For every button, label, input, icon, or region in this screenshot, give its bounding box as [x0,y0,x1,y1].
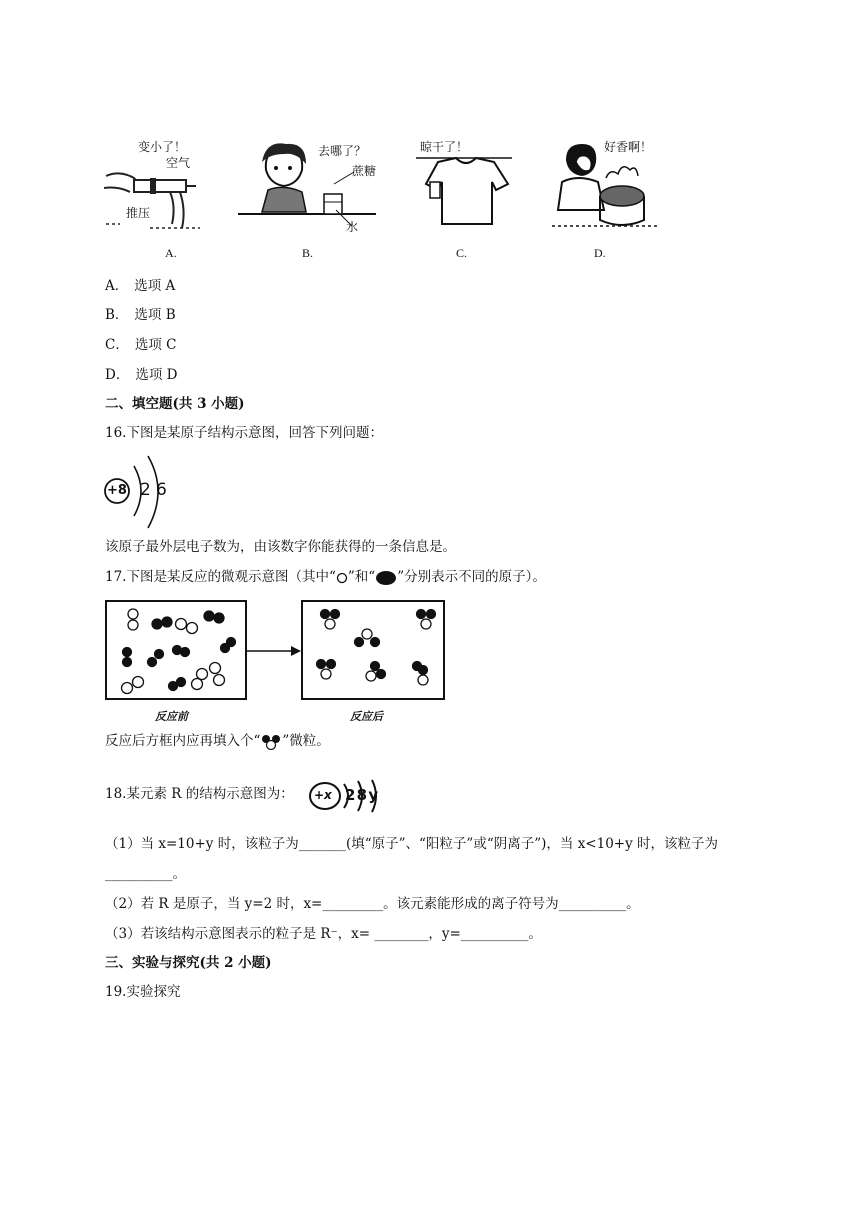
reaction-arrow [245,644,301,658]
q17-stem-text-2: ”和“ [347,569,376,585]
figure-d [548,130,668,260]
q18-part3: （3）若该结构示意图表示的粒子是 R⁻，x= ________，y=__________。 [105,926,542,942]
option-c [105,336,176,354]
figure-a-push-label: 推压 [126,206,151,220]
q19-stem: 19.实验探究 [105,984,181,1000]
figure-a [100,130,220,260]
q18-shells: 2 8 y [345,786,377,804]
figure-c-caption: C. [456,246,468,260]
option-letter: D． [105,367,130,383]
q18-part2: （2）若 R 是原子，当 y=2 时，x=_________。该元素能形成的离子符号为__________。 [105,896,640,912]
option-letter: B． [105,307,129,323]
white-atom-icon [336,572,348,584]
figure-b-sugar-label: 蔗糖 [352,164,377,178]
q17-stem [105,568,546,586]
section-2-heading: 二、填空题(共 3 小题) [105,396,245,412]
syringe-illustration [100,166,220,236]
figure-d-caption: D. [594,246,606,260]
figure-a-exclaim: 变小了！ [138,140,187,154]
q18-part1-line1: （1）当 x=10+y 时，该粒子为_______(填“原子”、“阳粒子”或“阴离子”)，当 x<10+y 时，该粒子为 [105,836,719,852]
option-a [105,277,175,295]
black-atom-icon [375,570,397,586]
section-3-heading: 三、实验与探究(共 2 小题) [105,955,272,971]
q18-part1-line2: __________。 [105,866,186,882]
q17-stem-text-3: ”分别表示不同的原子）。 [397,569,546,585]
reaction-before-box [105,600,247,700]
figure-c-exclaim: 晾干了！ [420,140,469,154]
q16-nucleus-charge: +8 [107,483,127,498]
q16-atom-diagram [104,452,184,536]
q16-stem: 16.下图是某原子结构示意图，回答下列问题： [105,425,383,441]
option-d [105,366,177,384]
before-label: 反应前 [155,710,188,723]
q18-structure-diagram [308,776,390,816]
q18-nucleus-charge: +x [314,788,332,802]
q17-fill-text-1: 反应后方框内应再填入个“ [105,733,261,749]
before-molecules [107,602,245,698]
q16-shell-2: 6 [156,480,167,500]
option-text: 选项 A [134,278,176,294]
q17-fill [105,732,330,750]
q18-stem: 18.某元素 R 的结构示意图为： [105,786,294,802]
figure-a-air-label: 空气 [166,156,191,170]
option-letter: C． [105,337,129,353]
q16-shell-1: 2 [140,480,151,500]
q16-sentence: 该原子最外层电子数为，由该数字你能获得的一条信息是。 [105,539,456,555]
figure-c [416,130,526,260]
figure-b-water-label: 水 [346,220,359,234]
q17-stem-text-1: 17.下图是某反应的微观示意图（其中“ [105,569,336,585]
q17-fill-text-2: ”微粒。 [282,733,330,749]
after-molecules [303,602,443,698]
figure-d-exclaim: 好香啊！ [604,140,653,154]
figure-a-caption: A. [165,246,177,260]
option-letter: A． [105,278,129,294]
cooking-illustration [548,140,668,230]
figure-b [236,130,386,260]
figure-b-question: 去哪了？ [318,144,367,158]
option-b [105,306,176,324]
option-text: 选项 B [134,307,176,323]
after-label: 反应后 [350,710,383,723]
figure-b-caption: B. [302,246,314,260]
option-text: 选项 C [134,337,177,353]
product-molecule-icon [260,734,282,750]
shirt-illustration [416,154,526,234]
option-text: 选项 D [135,367,178,383]
reaction-after-box [301,600,445,700]
